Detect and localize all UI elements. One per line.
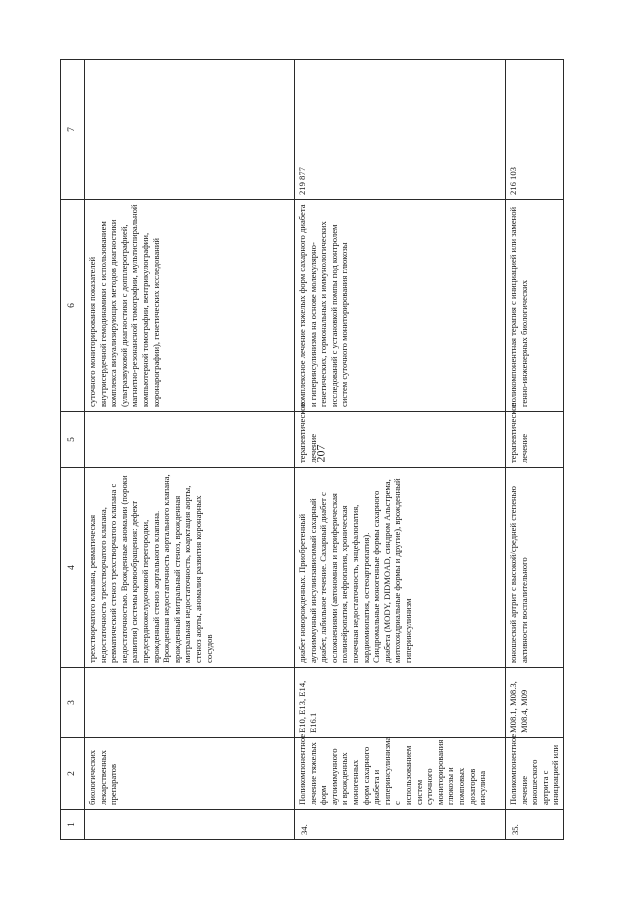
cost xyxy=(85,60,295,200)
header-col-2: 2 xyxy=(61,738,85,810)
header-row xyxy=(61,60,85,840)
treatment-method: суточного мониторирования показателей внутрисердечной гемодинамики с использованием комплекса визуализирующих методов диагностики (ультразвуковой диагностики с допплерографией, магнитно-резонансной томографии, мультиспиральной компьютерной томографии, вентрикулографии, коронарографии), генетических исследований xyxy=(85,200,295,412)
icd-codes: E10, E13, E14, E16.1 xyxy=(295,668,506,738)
page-number: 207 xyxy=(313,444,328,463)
cost: 216 103 xyxy=(506,60,564,200)
row-number: 34. xyxy=(295,810,506,840)
header-col-1: 1 xyxy=(61,810,85,840)
icd-codes: M08.1, M08.3, M08.4, M09 xyxy=(506,668,564,738)
rotated-table-container xyxy=(60,60,561,840)
header-col-5: 5 xyxy=(61,412,85,468)
header-col-7: 7 xyxy=(61,60,85,200)
row-number: 35. xyxy=(506,810,564,840)
treatment-method: поликомпонентная терапия с инициацией или заменой генно-инженерных биологических xyxy=(506,200,564,412)
care-profile-name: Поликомпонентное лечение юношеского артрита с инициацией или xyxy=(506,738,564,810)
header-col-4: 4 xyxy=(61,468,85,668)
table-row xyxy=(85,60,295,840)
treatment-type xyxy=(85,412,295,468)
row-number xyxy=(85,810,295,840)
disease-model: диабет новорожденных. Приобретенный аутоиммунный инсулинзависимый сахарный диабет, лабильное течение. Сахарный диабет с осложнениями (автономная и периферическая полинейропатия, нефропатия, хроническая почечная недостаточность, энцефалопатия, кардиомиопатия, остеоартропатия). Синдромальные моногенные формы сахарного диабета (MODY, DIDMOAD, синдром Альстрема, митохондриальные формы и другие), врожденный гиперинсулинизм xyxy=(295,468,506,668)
icd-codes xyxy=(85,668,295,738)
medical-care-table xyxy=(60,59,564,840)
treatment-method: комплексное лечение тяжелых форм сахарного диабета и гиперинсулинизма на основе молекулярно-генетических, гормональных и иммунологических исследований с установкой помпы под контролем систем суточного мониторирования глюкозы xyxy=(295,200,506,412)
treatment-type: терапевтическое лечение xyxy=(295,412,506,468)
table-row xyxy=(295,60,506,840)
treatment-type: терапевтическое лечение xyxy=(506,412,564,468)
header-col-6: 6 xyxy=(61,200,85,412)
disease-model: трехстворчатого клапана, ревматическая недостаточность трехстворчатого клапана, ревматический стеноз трехстворчатого клапана с недостаточностью. Врожденные аномалии (пороки развития) системы кровообращения: дефект предсердножелудочковой перегородки, врожденный стеноз аортального клапана. Врожденная недостаточность аортального клапана, врожденный митральный стеноз, врожденная митральная недостаточность, коарктация аорты, стеноз аорты, аномалия развития коронарных сосудов xyxy=(85,468,295,668)
cost: 219 877 xyxy=(295,60,506,200)
header-col-3: 3 xyxy=(61,668,85,738)
table-row xyxy=(506,60,564,840)
care-profile-name: Поликомпонентное лечение тяжелых форм аутоиммунного и врожденных моногенных форм сахарного диабета и гиперинсулинизма с использованием систем суточного мониторирования глюкозы и помповых дозаторов инсулина xyxy=(295,738,506,810)
disease-model: юношеский артрит с высокой/средней степенью активности воспалительного xyxy=(506,468,564,668)
care-profile-name: биологических лекарственных препаратов xyxy=(85,738,295,810)
